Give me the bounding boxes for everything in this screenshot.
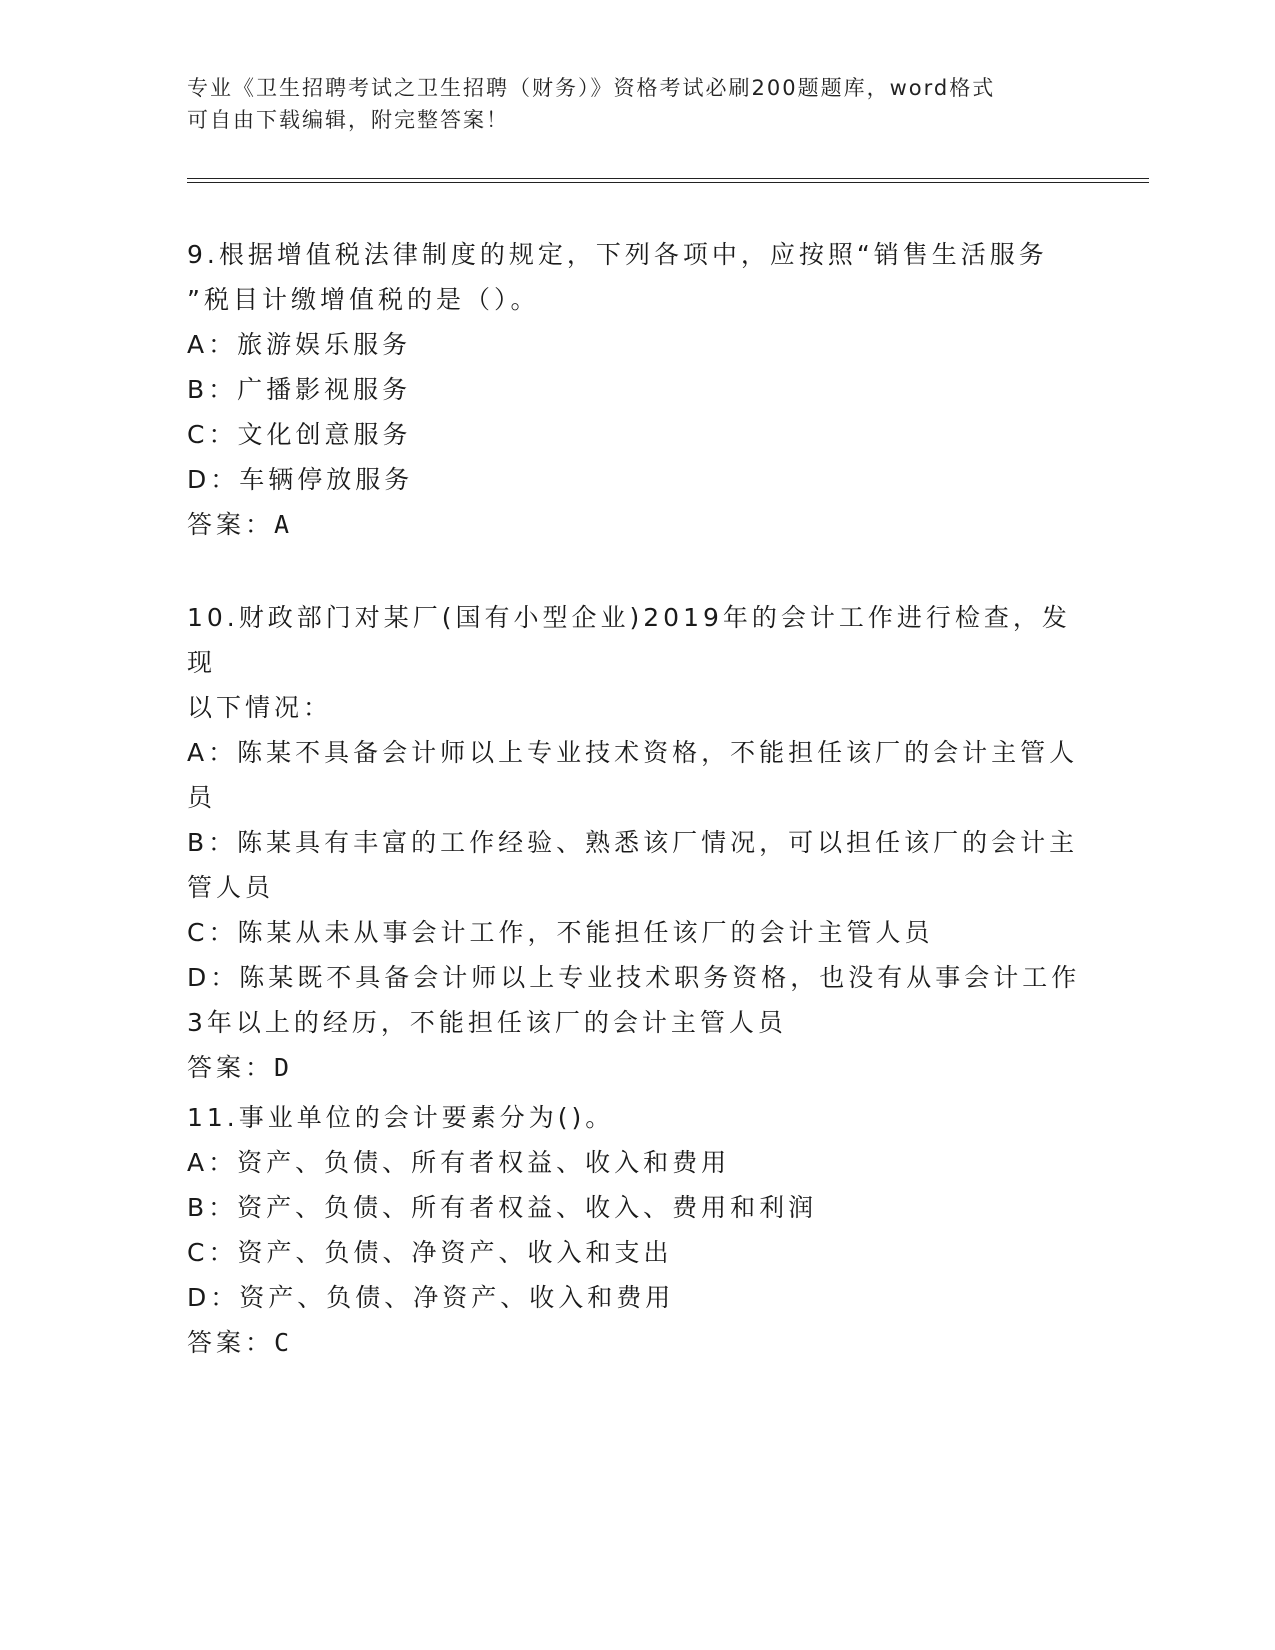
answer-label: 答案： <box>187 1053 275 1082</box>
question-11 <box>187 1095 1087 1365</box>
question-stem-line: 以下情况： <box>187 693 333 722</box>
option-c: C：文化创意服务 <box>187 420 412 449</box>
question-9 <box>187 232 1087 547</box>
question-stem-line: ”税目计缴增值税的是（）。 <box>187 285 540 314</box>
option-d: D：资产、负债、净资产、收入和费用 <box>187 1283 675 1312</box>
option-a: A：旅游娱乐服务 <box>187 330 412 359</box>
option-d: D：陈某既不具备会计师以上专业技术职务资格，也没有从事会计工作 <box>187 963 1081 992</box>
answer <box>187 1045 1087 1090</box>
question-10 <box>187 595 1087 1090</box>
answer-value: C <box>274 1328 294 1357</box>
option-b: B：广播影视服务 <box>187 375 412 404</box>
question-stem-line: 10.财政部门对某厂(国有小型企业)2019年的会计工作进行检查，发现 <box>187 603 1071 677</box>
option-c: C：资产、负债、净资产、收入和支出 <box>187 1238 673 1267</box>
answer-value: D <box>274 1053 294 1082</box>
answer-label: 答案： <box>187 510 275 539</box>
header-divider-bottom <box>187 182 1149 183</box>
answer-label: 答案： <box>187 1328 275 1357</box>
question-stem-line: 9.根据增值税法律制度的规定，下列各项中，应按照“销售生活服务 <box>187 240 1048 269</box>
answer-value: A <box>274 510 294 539</box>
option-d-continued: 3年以上的经历，不能担任该厂的会计主管人员 <box>187 1008 787 1037</box>
option-b-continued: 管人员 <box>187 873 275 902</box>
document-header <box>187 72 1087 136</box>
option-a: A：资产、负债、所有者权益、收入和费用 <box>187 1148 731 1177</box>
option-a: A：陈某不具备会计师以上专业技术资格，不能担任该厂的会计主管人 <box>187 738 1079 767</box>
option-a-continued: 员 <box>187 783 217 812</box>
header-line-1: 专业《卫生招聘考试之卫生招聘（财务）》资格考试必刷200题题库，word格式 <box>187 76 996 100</box>
option-d: D：车辆停放服务 <box>187 465 414 494</box>
option-c: C：陈某从未从事会计工作，不能担任该厂的会计主管人员 <box>187 918 934 947</box>
header-divider-top <box>187 178 1149 179</box>
header-line-2: 可自由下载编辑，附完整答案！ <box>187 108 509 132</box>
answer <box>187 502 1087 547</box>
option-b: B：资产、负债、所有者权益、收入、费用和利润 <box>187 1193 818 1222</box>
question-stem-line: 11.事业单位的会计要素分为()。 <box>187 1103 615 1132</box>
option-b: B：陈某具有丰富的工作经验、熟悉该厂情况，可以担任该厂的会计主 <box>187 828 1079 857</box>
answer <box>187 1320 1087 1365</box>
